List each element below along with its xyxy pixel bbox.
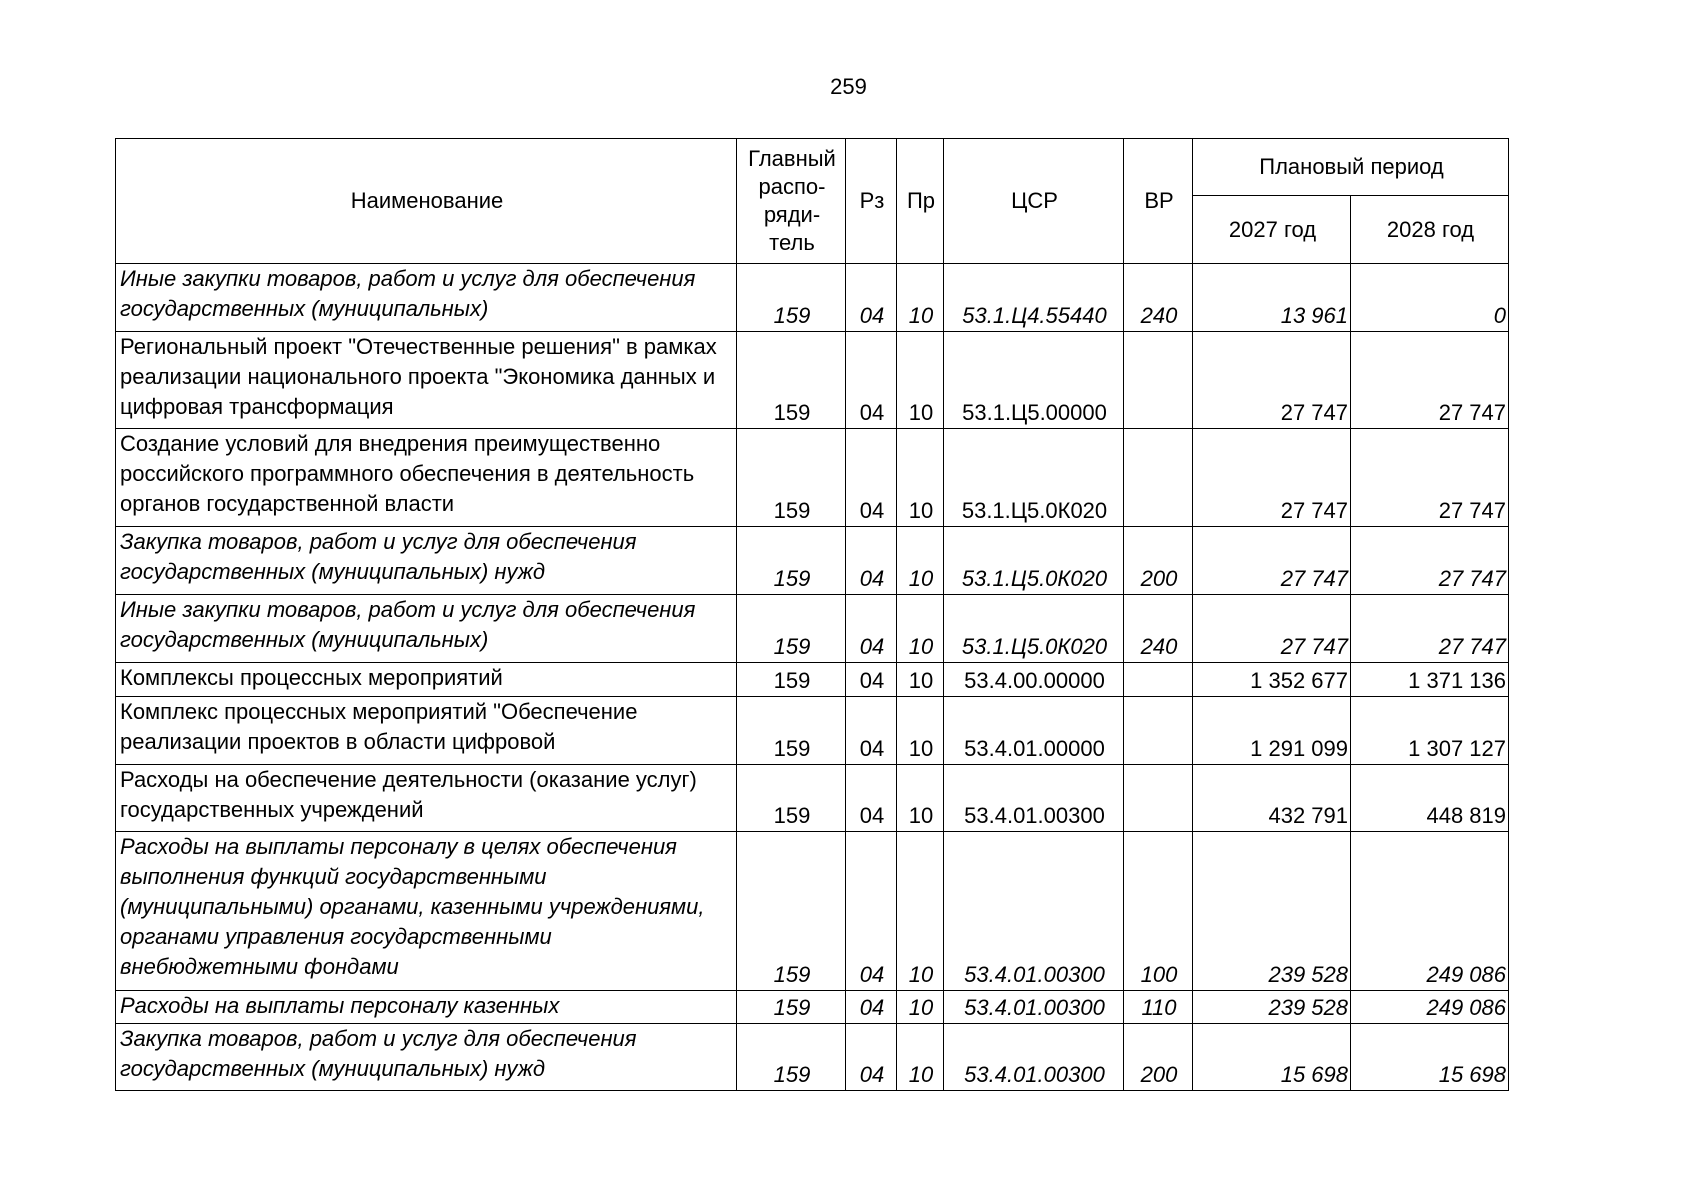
cell-pr: 10: [897, 1024, 944, 1091]
page-number: 259: [830, 74, 867, 99]
cell-pr: 10: [897, 595, 944, 663]
cell-name: Иные закупки товаров, работ и услуг для обеспечения государственных (муниципальных): [116, 595, 737, 663]
cell-name: Закупка товаров, работ и услуг для обеспечения государственных (муниципальных) нужд: [116, 527, 737, 595]
cell-glavny: 159: [737, 332, 846, 429]
cell-vr: [1124, 332, 1193, 429]
cell-name: Расходы на выплаты персоналу казенных: [116, 991, 737, 1024]
cell-glavny: 159: [737, 429, 846, 527]
cell-csr: 53.4.01.00300: [944, 765, 1124, 832]
cell-name: Создание условий для внедрения преимущественно российского программного обеспечения в деятельность органов государственной власти: [116, 429, 737, 527]
cell-pr: 10: [897, 697, 944, 765]
header-csr: ЦСР: [944, 139, 1124, 264]
cell-rz: 04: [846, 332, 897, 429]
cell-pr: 10: [897, 991, 944, 1024]
cell-glavny: 159: [737, 663, 846, 697]
cell-glavny: 159: [737, 765, 846, 832]
cell-rz: 04: [846, 765, 897, 832]
cell-pr: 10: [897, 264, 944, 332]
cell-2027: 1 291 099: [1193, 697, 1351, 765]
cell-rz: 04: [846, 1024, 897, 1091]
cell-rz: 04: [846, 991, 897, 1024]
cell-2027: 432 791: [1193, 765, 1351, 832]
header-year-2028: 2028 год: [1351, 196, 1509, 264]
cell-rz: 04: [846, 663, 897, 697]
cell-vr: [1124, 697, 1193, 765]
cell-2028: 1 307 127: [1351, 697, 1509, 765]
cell-2028: 1 371 136: [1351, 663, 1509, 697]
cell-pr: 10: [897, 765, 944, 832]
cell-rz: 04: [846, 264, 897, 332]
cell-pr: 10: [897, 663, 944, 697]
header-glavny-text: Главный распо-ряди-тель: [748, 146, 836, 255]
cell-vr: 200: [1124, 527, 1193, 595]
cell-vr: 110: [1124, 991, 1193, 1024]
cell-name: Иные закупки товаров, работ и услуг для обеспечения государственных (муниципальных): [116, 264, 737, 332]
cell-2027: 27 747: [1193, 527, 1351, 595]
cell-name: Закупка товаров, работ и услуг для обеспечения государственных (муниципальных) нужд: [116, 1024, 737, 1091]
cell-rz: 04: [846, 429, 897, 527]
cell-csr: 53.4.01.00300: [944, 991, 1124, 1024]
header-vr: ВР: [1124, 139, 1193, 264]
table-row: [116, 991, 1509, 1024]
table-header: [116, 139, 1509, 264]
header-glavny: [737, 139, 846, 264]
table-row: [116, 264, 1509, 332]
cell-2027: 27 747: [1193, 429, 1351, 527]
cell-rz: 04: [846, 595, 897, 663]
header-rz: Рз: [846, 139, 897, 264]
cell-vr: [1124, 663, 1193, 697]
table-row: [116, 663, 1509, 697]
cell-name: Расходы на выплаты персоналу в целях обеспечения выполнения функций государственными (муниципальными) органами, казенными учреждениями, органами управления государственными внебюджетными фондами: [116, 832, 737, 991]
cell-vr: 200: [1124, 1024, 1193, 1091]
cell-vr: 240: [1124, 595, 1193, 663]
cell-2028: 27 747: [1351, 332, 1509, 429]
cell-pr: 10: [897, 332, 944, 429]
header-name: Наименование: [116, 139, 737, 264]
cell-name: Комплекс процессных мероприятий "Обеспечение реализации проектов в области цифровой: [116, 697, 737, 765]
cell-csr: 53.1.Ц5.0К020: [944, 527, 1124, 595]
cell-2028: 249 086: [1351, 832, 1509, 991]
cell-2028: 27 747: [1351, 595, 1509, 663]
cell-2028: 0: [1351, 264, 1509, 332]
table-body: [116, 264, 1509, 1091]
cell-name: Региональный проект "Отечественные решения" в рамках реализации национального проекта "Экономика данных и цифровая трансформация: [116, 332, 737, 429]
cell-2028: 448 819: [1351, 765, 1509, 832]
cell-vr: [1124, 765, 1193, 832]
cell-pr: 10: [897, 832, 944, 991]
cell-2027: 15 698: [1193, 1024, 1351, 1091]
table-row: [116, 527, 1509, 595]
cell-2027: 27 747: [1193, 332, 1351, 429]
cell-rz: 04: [846, 697, 897, 765]
budget-table: [115, 138, 1509, 1091]
cell-2027: 27 747: [1193, 595, 1351, 663]
cell-csr: 53.1.Ц5.0К020: [944, 429, 1124, 527]
cell-csr: 53.1.Ц4.55440: [944, 264, 1124, 332]
header-year-2027: 2027 год: [1193, 196, 1351, 264]
table-row: [116, 765, 1509, 832]
cell-2027: 239 528: [1193, 991, 1351, 1024]
cell-glavny: 159: [737, 595, 846, 663]
cell-rz: 04: [846, 527, 897, 595]
table-row: [116, 595, 1509, 663]
table-row: [116, 832, 1509, 991]
cell-pr: 10: [897, 429, 944, 527]
cell-2027: 13 961: [1193, 264, 1351, 332]
cell-2027: 239 528: [1193, 832, 1351, 991]
cell-2028: 249 086: [1351, 991, 1509, 1024]
cell-glavny: 159: [737, 527, 846, 595]
table-row: [116, 697, 1509, 765]
cell-2028: 15 698: [1351, 1024, 1509, 1091]
cell-pr: 10: [897, 527, 944, 595]
cell-csr: 53.4.00.00000: [944, 663, 1124, 697]
cell-2028: 27 747: [1351, 429, 1509, 527]
cell-glavny: 159: [737, 991, 846, 1024]
cell-name: Комплексы процессных мероприятий: [116, 663, 737, 697]
cell-glavny: 159: [737, 1024, 846, 1091]
cell-csr: 53.4.01.00000: [944, 697, 1124, 765]
cell-csr: 53.4.01.00300: [944, 832, 1124, 991]
header-pr: Пр: [897, 139, 944, 264]
cell-vr: [1124, 429, 1193, 527]
cell-csr: 53.1.Ц5.00000: [944, 332, 1124, 429]
cell-vr: 100: [1124, 832, 1193, 991]
table-row: [116, 1024, 1509, 1091]
header-planned-period: Плановый период: [1193, 139, 1509, 196]
cell-csr: 53.4.01.00300: [944, 1024, 1124, 1091]
cell-2028: 27 747: [1351, 527, 1509, 595]
cell-rz: 04: [846, 832, 897, 991]
cell-glavny: 159: [737, 832, 846, 991]
cell-glavny: 159: [737, 697, 846, 765]
cell-glavny: 159: [737, 264, 846, 332]
cell-name: Расходы на обеспечение деятельности (оказание услуг) государственных учреждений: [116, 765, 737, 832]
cell-vr: 240: [1124, 264, 1193, 332]
cell-csr: 53.1.Ц5.0К020: [944, 595, 1124, 663]
table-row: [116, 332, 1509, 429]
cell-2027: 1 352 677: [1193, 663, 1351, 697]
table-row: [116, 429, 1509, 527]
